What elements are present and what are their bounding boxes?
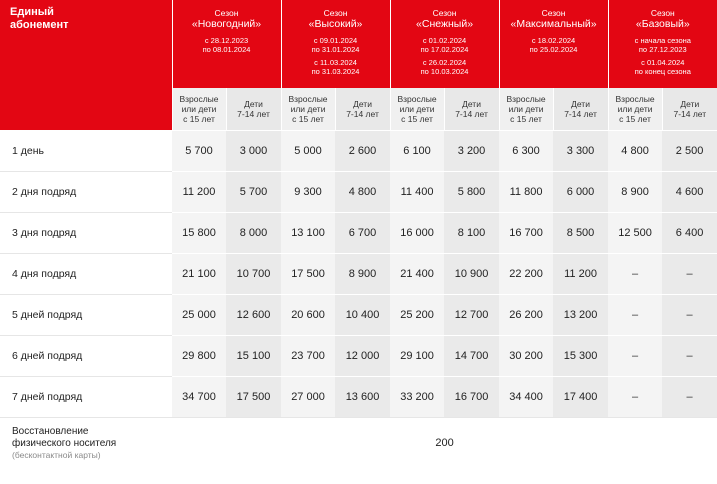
age-adult-header <box>499 88 553 131</box>
price-cell: 34 400 <box>499 377 553 418</box>
age-adult-text: с 15 лет <box>401 114 433 124</box>
duration-label: 2 дня подряд <box>0 172 172 213</box>
price-cell: 6 000 <box>553 172 608 213</box>
season-header-novogodniy <box>172 0 281 88</box>
season-dates-to-2: по конец сезона <box>634 67 691 76</box>
price-cell: – <box>608 295 662 336</box>
price-cell: 15 300 <box>553 336 608 377</box>
season-dates-from: с начала сезона <box>634 36 691 45</box>
season-dates-from-2: с 11.03.2024 <box>314 58 357 67</box>
price-cell: – <box>662 254 717 295</box>
age-adult-text: или дети <box>508 104 544 114</box>
age-child-header <box>226 88 281 131</box>
duration-label: 7 дней подряд <box>0 377 172 418</box>
age-child-text: Дети <box>462 99 481 109</box>
age-child-text: 7-14 лет <box>564 109 597 119</box>
price-cell: 11 400 <box>390 172 444 213</box>
price-cell: 4 800 <box>608 131 662 172</box>
season-header-bazoviy <box>608 0 717 88</box>
price-cell: 8 900 <box>335 254 390 295</box>
price-cell: – <box>608 377 662 418</box>
age-child-header <box>335 88 390 131</box>
price-cell: 8 900 <box>608 172 662 213</box>
season-header-maksimalniy <box>499 0 608 88</box>
price-cell: 2 500 <box>662 131 717 172</box>
age-child-header <box>662 88 717 131</box>
price-row <box>0 131 717 172</box>
price-row <box>0 377 717 418</box>
age-child-text: 7-14 лет <box>346 109 379 119</box>
season-dates-from: с 18.02.2024 <box>531 36 576 45</box>
price-row <box>0 295 717 336</box>
restore-line2: физического носителя <box>12 437 117 449</box>
season-word: Сезон <box>541 8 566 18</box>
season-word: Сезон <box>214 8 239 18</box>
price-cell: – <box>662 336 717 377</box>
price-cell: 11 200 <box>553 254 608 295</box>
season-name: «Базовый» <box>635 18 690 30</box>
age-adult-text: Взрослые <box>397 94 437 104</box>
age-adult-text: или дети <box>290 104 326 114</box>
price-row <box>0 336 717 377</box>
duration-label: 5 дней подряд <box>0 295 172 336</box>
price-cell: 16 700 <box>444 377 499 418</box>
season-word: Сезон <box>650 8 675 18</box>
season-dates-to-2: по 10.03.2024 <box>420 67 469 76</box>
season-dates-to: по 31.01.2024 <box>311 45 360 54</box>
age-adult-header <box>390 88 444 131</box>
season-dates-to: по 25.02.2024 <box>529 45 578 54</box>
card-restore-row <box>0 418 717 469</box>
season-name: «Максимальный» <box>510 18 597 30</box>
price-cell: 8 500 <box>553 213 608 254</box>
price-cell: 33 200 <box>390 377 444 418</box>
age-child-text: 7-14 лет <box>237 109 270 119</box>
price-cell: 13 200 <box>553 295 608 336</box>
corner-title-line2: абонемент <box>10 19 69 31</box>
age-child-text: Дети <box>571 99 590 109</box>
season-dates-from: с 28.12.2023 <box>204 36 249 45</box>
price-cell: 30 200 <box>499 336 553 377</box>
price-cell: 12 500 <box>608 213 662 254</box>
price-cell: 5 800 <box>444 172 499 213</box>
age-child-text: Дети <box>244 99 263 109</box>
age-child-text: Дети <box>680 99 700 109</box>
season-dates-to-2: по 31.03.2024 <box>311 67 360 76</box>
price-cell: 8 100 <box>444 213 499 254</box>
restore-note: (бесконтактной карты) <box>12 449 101 460</box>
season-dates-to: по 08.01.2024 <box>202 45 251 54</box>
age-adult-text: Взрослые <box>615 94 655 104</box>
age-adult-text: Взрослые <box>179 94 219 104</box>
price-row <box>0 254 717 295</box>
age-child-header <box>444 88 499 131</box>
season-name: «Снежный» <box>416 18 474 30</box>
price-cell: 17 500 <box>281 254 335 295</box>
age-adult-text: или дети <box>181 104 217 114</box>
card-restore-label <box>0 418 172 469</box>
corner-header <box>0 0 172 131</box>
age-adult-text: Взрослые <box>288 94 328 104</box>
age-adult-header <box>281 88 335 131</box>
season-dates-from: с 01.02.2024 <box>422 36 467 45</box>
price-cell: 5 700 <box>172 131 226 172</box>
price-cell: 27 000 <box>281 377 335 418</box>
price-cell: 20 600 <box>281 295 335 336</box>
duration-label: 3 дня подряд <box>0 213 172 254</box>
price-cell: – <box>662 377 717 418</box>
duration-label: 4 дня подряд <box>0 254 172 295</box>
season-dates-from-2: с 26.02.2024 <box>422 58 467 67</box>
season-word: Сезон <box>323 8 348 18</box>
price-cell: 29 800 <box>172 336 226 377</box>
price-cell: 6 700 <box>335 213 390 254</box>
price-cell: 10 700 <box>226 254 281 295</box>
age-child-text: 7-14 лет <box>455 109 488 119</box>
season-dates-from-2: с 01.04.2024 <box>641 58 685 67</box>
age-adult-text: или дети <box>399 104 435 114</box>
duration-label: 1 день <box>0 131 172 172</box>
price-cell: 3 000 <box>226 131 281 172</box>
age-adult-text: с 15 лет <box>510 114 542 124</box>
age-adult-text: или дети <box>617 104 653 114</box>
price-row <box>0 213 717 254</box>
price-cell: 9 300 <box>281 172 335 213</box>
price-cell: 23 700 <box>281 336 335 377</box>
age-child-header <box>553 88 608 131</box>
price-cell: 13 100 <box>281 213 335 254</box>
price-cell: 13 600 <box>335 377 390 418</box>
price-cell: 15 800 <box>172 213 226 254</box>
price-cell: 17 400 <box>553 377 608 418</box>
price-cell: 8 000 <box>226 213 281 254</box>
price-cell: 16 700 <box>499 213 553 254</box>
price-cell: 12 000 <box>335 336 390 377</box>
price-cell: 3 300 <box>553 131 608 172</box>
age-adult-text: с 15 лет <box>619 114 651 124</box>
price-cell: 29 100 <box>390 336 444 377</box>
price-cell: 2 600 <box>335 131 390 172</box>
season-name: «Высокий» <box>308 18 363 30</box>
season-header-row <box>0 0 717 88</box>
price-cell: 17 500 <box>226 377 281 418</box>
price-cell: 21 100 <box>172 254 226 295</box>
age-child-text: Дети <box>353 99 372 109</box>
age-adult-text: с 15 лет <box>183 114 215 124</box>
price-cell: 5 000 <box>281 131 335 172</box>
price-cell: 12 700 <box>444 295 499 336</box>
price-cell: 12 600 <box>226 295 281 336</box>
age-adult-header <box>172 88 226 131</box>
price-cell: 26 200 <box>499 295 553 336</box>
corner-title-line1: Единый <box>10 6 54 18</box>
age-adult-text: Взрослые <box>506 94 546 104</box>
season-header-vysokiy <box>281 0 390 88</box>
age-child-text: 7-14 лет <box>673 109 707 119</box>
price-cell: – <box>608 254 662 295</box>
season-header-snezhniy <box>390 0 499 88</box>
age-adult-header <box>608 88 662 131</box>
price-cell: 25 000 <box>172 295 226 336</box>
price-cell: 11 200 <box>172 172 226 213</box>
season-dates-from: с 09.01.2024 <box>313 36 358 45</box>
price-cell: – <box>662 295 717 336</box>
price-cell: – <box>608 336 662 377</box>
price-cell: 4 600 <box>662 172 717 213</box>
price-cell: 22 200 <box>499 254 553 295</box>
price-cell: 10 900 <box>444 254 499 295</box>
season-word: Сезон <box>432 8 457 18</box>
price-cell: 4 800 <box>335 172 390 213</box>
price-cell: 34 700 <box>172 377 226 418</box>
card-restore-price: 200 <box>172 418 717 469</box>
season-dates-to: по 27.12.2023 <box>638 45 687 54</box>
price-cell: 11 800 <box>499 172 553 213</box>
price-cell: 6 300 <box>499 131 553 172</box>
price-cell: 25 200 <box>390 295 444 336</box>
price-cell: 5 700 <box>226 172 281 213</box>
price-cell: 6 400 <box>662 213 717 254</box>
price-cell: 10 400 <box>335 295 390 336</box>
price-cell: 14 700 <box>444 336 499 377</box>
restore-line1: Восстановление <box>12 425 89 437</box>
price-cell: 16 000 <box>390 213 444 254</box>
price-cell: 15 100 <box>226 336 281 377</box>
price-row <box>0 172 717 213</box>
duration-label: 6 дней подряд <box>0 336 172 377</box>
age-adult-text: с 15 лет <box>292 114 324 124</box>
season-dates-to: по 17.02.2024 <box>420 45 469 54</box>
price-cell: 6 100 <box>390 131 444 172</box>
price-cell: 3 200 <box>444 131 499 172</box>
season-name: «Новогодний» <box>191 18 262 30</box>
price-cell: 21 400 <box>390 254 444 295</box>
